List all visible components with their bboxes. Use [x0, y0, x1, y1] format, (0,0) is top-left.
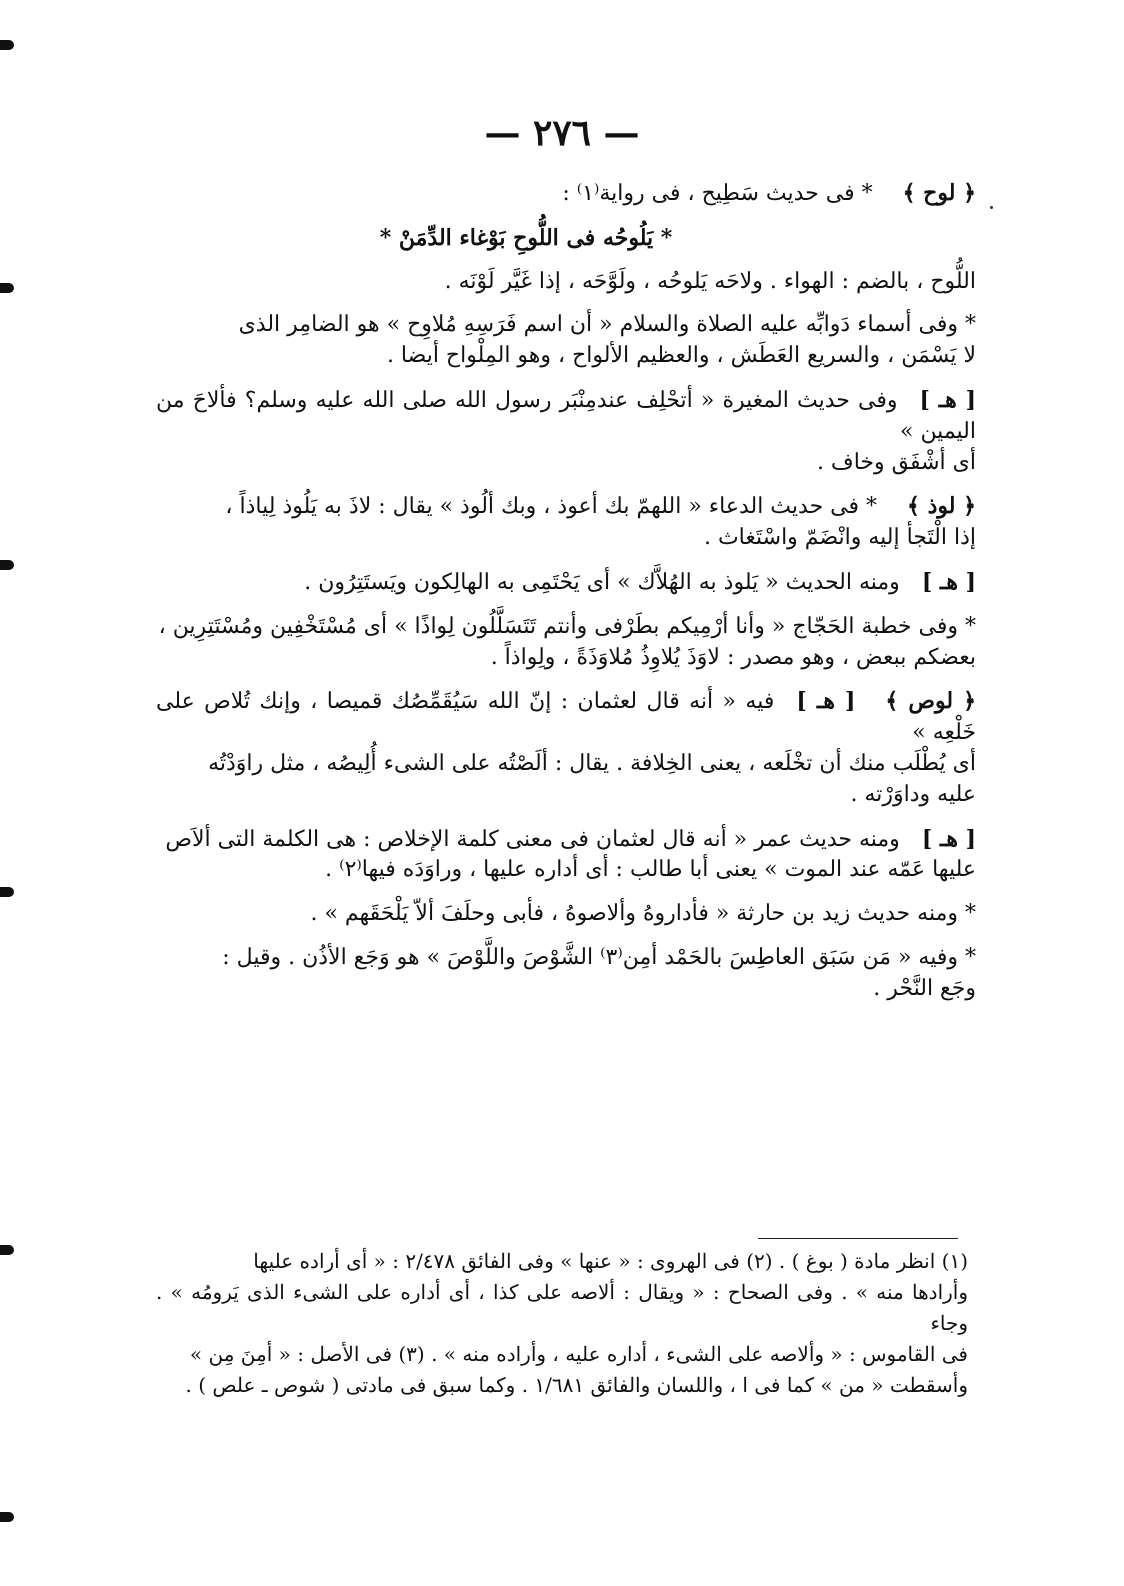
line-text: ومنه حديث عمر « أنه قال لعثمان فى معنى كلمة الإخلاص : هى الكلمة التى ألاَص	[165, 826, 900, 852]
entry-paragraph	[156, 567, 976, 599]
source-marker: [ هـ ]	[796, 688, 856, 715]
footnote-line: (١) انظر مادة ( بوغ ) . (٢) فى الهروى : « عنها » وفى الفائق ٢/٤٧٨ : « أى أراده عليها	[253, 1249, 968, 1273]
line-text: أى أشْفَق وخاف .	[816, 449, 976, 475]
entry-heading: ﴿ لوذ ﴾	[907, 493, 976, 520]
line-text: عليه وداوَرْته .	[850, 781, 976, 807]
entry-paragraph	[156, 178, 976, 210]
entry-paragraph	[156, 385, 976, 478]
page-number: — ٢٧٦ —	[484, 112, 640, 154]
footnote-divider	[758, 1238, 958, 1239]
footnote-line: وأرادها منه » . وفى الصحاح : « ويقال : ألاصه على كذا ، أى أداره على الشىء الذى يَرومُه » . وجاء	[156, 1280, 968, 1335]
text-line	[156, 448, 976, 479]
line-text: * وفى أسماء دَوابِّه عليه الصلاة والسلام « أن اسم فَرَسِهِ مُلاوِح » هو الضامِر الذى	[238, 312, 976, 338]
entry-paragraph	[156, 310, 976, 372]
footnote-line: وأسقطت « من » كما فى ا ، واللسان والفائق ١/٦٨١ . وكما سبق فى مادتى ( شوص ـ علص ) .	[185, 1373, 968, 1397]
text-line	[156, 310, 976, 341]
text-line	[156, 178, 976, 210]
line-text: اللُّوح ، بالضم : الهواء . ولاحَه يَلوحُه ، ولَوَّحَه ، إذا غَيَّر لَوْنَه .	[444, 268, 976, 294]
text-line	[156, 824, 976, 856]
text-line	[156, 567, 976, 599]
line-text: وفى حديث المغيرة « أتحْلِف عندمِنْبَر رسول الله صلى الله عليه وسلم؟ فألاحَ من اليمين »	[156, 387, 976, 444]
text-line	[156, 267, 976, 298]
text-line	[156, 686, 976, 749]
entry-paragraph	[156, 943, 976, 1005]
line-text: ومنه الحديث « يَلوذ به الهُلاَّك » أى يَحْتَمِى به الهالِكون ويَستَتِرُون .	[304, 569, 900, 595]
source-marker: [ هـ ]	[919, 386, 976, 413]
line-text: لا يَسْمَن ، والسريع العَطَش ، والعظيم الألواح ، وهو المِلْواح أيضا .	[386, 343, 976, 369]
entry-paragraph	[156, 223, 976, 254]
line-text: فيه « أنه قال لعثمان : إنّ الله سَيُقَمِّصُك قميصا ، وإنك تُلاص على خَلْعِه »	[156, 689, 976, 746]
text-line	[156, 643, 976, 674]
line-text: بعضكم ببعض ، وهو مصدر : لاوَذَ يُلاوِذُ مُلاوَذَةً ، ولِواذاً .	[490, 644, 976, 670]
line-text: * ومنه حديث زيد بن حارثة « فأداروهُ وألاصوهُ ، فأبى وحلَفَ ألاّ يَلْحَقَهم » .	[310, 901, 976, 927]
entry-paragraph	[156, 899, 976, 930]
text-line	[156, 491, 976, 523]
text-line	[156, 974, 976, 1005]
text-line	[156, 612, 976, 643]
text-line	[156, 855, 976, 886]
scan-edge-mark	[0, 1512, 14, 1522]
entry-heading: ﴿ لوح ﴾	[902, 180, 976, 206]
footnote-line: فى القاموس : « وألاصه على الشىء ، أداره عليه ، وأراده منه » . (٣) فى الأصل : « أمِنَ مِن »	[189, 1342, 968, 1366]
poem-verse: * يَلُوحُه فى اللُّوحِ بَوْغاء الدِّمَنْ *	[379, 224, 673, 251]
line-text: * وفى خطبة الحَجّاج « وأنا أرْمِيكم بطَرْفى وأنتم تَتَسَلَّلُون لِواذًا » أى مُسْتَخْفِين ومُسْتَتِرِين ،	[158, 613, 976, 639]
scan-edge-mark	[0, 1245, 14, 1255]
main-text	[156, 178, 976, 1018]
margin-dot	[990, 206, 993, 209]
line-text: أى يُطْلَب منك أن تخْلَعه ، يعنى الخِلافة . يقال : ألَصْتُه على الشىء أُلِيصُه ، مثل راوَدْتُه	[208, 750, 976, 776]
entry-paragraph	[156, 686, 976, 810]
line-text: عليها عَمّه عند الموت » يعنى أبا طالب : أى أداره عليها ، وراوَدَه فيها⁽٢⁾ .	[325, 857, 976, 883]
line-text: * فى حديث سَطِيح ، فى رواية⁽١⁾ :	[562, 181, 873, 206]
entry-heading: ﴿ لوص ﴾	[885, 688, 977, 715]
scan-edge-mark	[0, 40, 14, 50]
footnotes	[156, 1246, 968, 1401]
entry-paragraph	[156, 491, 976, 554]
source-marker: [ هـ ]	[921, 568, 976, 595]
line-text: * وفيه « مَن سَبَق العاطِسَ بالحَمْد أمِن⁽٣⁾ الشَّوْصَ واللَّوْصَ » هو وَجَع الأذُن . وقيل :	[222, 944, 976, 970]
line-text: إذا الْتَجأ إليه وانْضَمّ واسْتَغاث .	[703, 525, 976, 551]
text-line	[156, 341, 976, 372]
entry-paragraph	[156, 612, 976, 674]
text-line	[156, 780, 976, 811]
text-line	[156, 523, 976, 554]
scan-edge-mark	[0, 887, 14, 897]
scan-edge-mark	[0, 560, 14, 570]
text-line	[156, 749, 976, 780]
text-line	[156, 385, 976, 448]
entry-paragraph	[156, 267, 976, 298]
scan-edge-mark	[0, 283, 14, 293]
line-text: وجَع النَّحْر .	[873, 975, 976, 1001]
entry-paragraph	[156, 824, 976, 887]
text-line	[156, 943, 976, 974]
source-marker: [ هـ ]	[921, 825, 976, 852]
line-text: * فى حديث الدعاء « اللهمّ بك أعوذ ، وبك ألُوذ » يقال : لاذَ به يَلُوذ لِياذاً ،	[225, 494, 878, 520]
text-line	[156, 899, 976, 930]
